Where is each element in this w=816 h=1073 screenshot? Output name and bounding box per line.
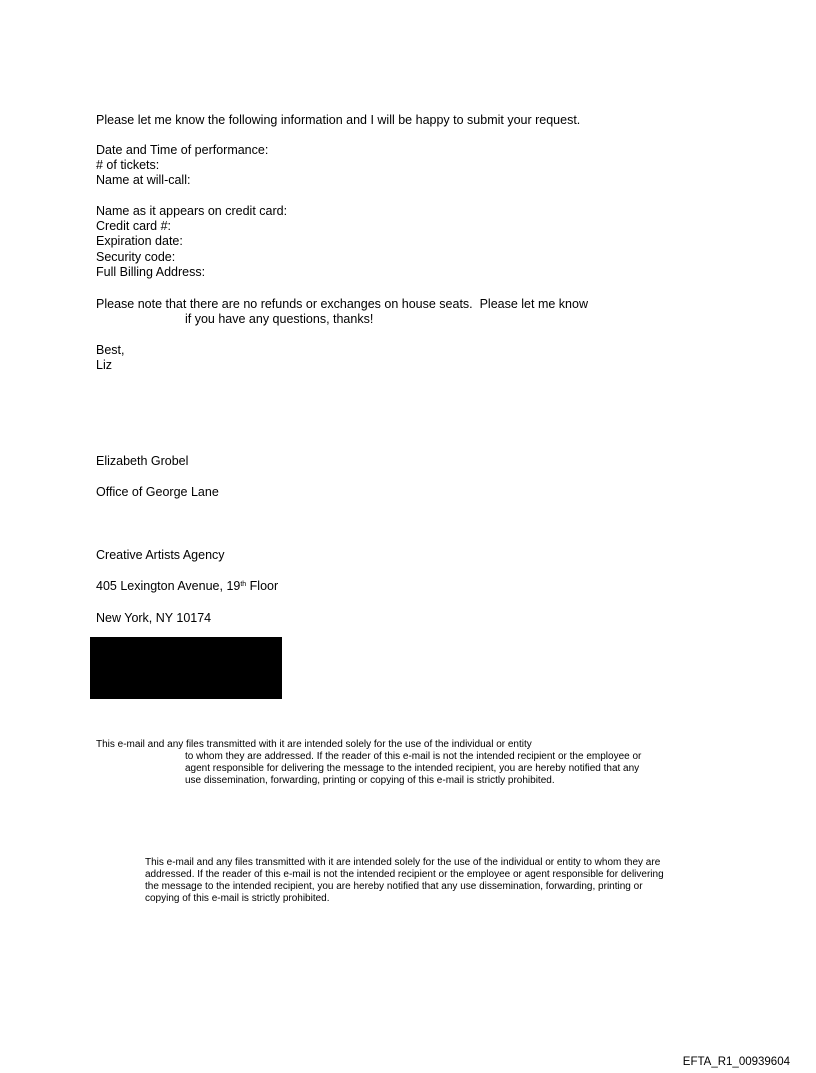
signature-name: Elizabeth Grobel xyxy=(96,454,189,468)
document-id: EFTA_R1_00939604 xyxy=(682,1056,790,1068)
disclaimer-2: This e-mail and any files transmitted with it are intended solely for the use of the individual or entity to whom they are addressed. If the reader of this e-mail is not the intended recipient or the employee or agent responsible for delivering the message to the intended recipient, you are hereby notified that any use dissemination, forwarding, printing or copying of this e-mail is strictly prohibited. xyxy=(145,857,664,905)
address-floor: Floor xyxy=(246,579,279,593)
field-label: Security code: xyxy=(96,249,176,264)
signature-office: Office of George Lane xyxy=(96,485,219,499)
field-label: Date and Time of performance: xyxy=(96,143,269,157)
signature-address xyxy=(96,579,278,594)
disclaimer-1-first-line: This e-mail and any files transmitted with it are intended solely for the use of the individual or entity xyxy=(96,739,532,750)
intro-text: Please let me know the following information and I will be happy to submit your request. xyxy=(96,113,581,127)
address-text: 405 Lexington Avenue, 19 xyxy=(96,579,241,593)
payment-fields xyxy=(96,204,287,280)
field-label: # of tickets: xyxy=(96,158,160,173)
performance-fields xyxy=(96,143,268,189)
field-label: Expiration date: xyxy=(96,234,183,249)
field-label: Credit card #: xyxy=(96,219,172,234)
disclaimer-1 xyxy=(96,739,656,787)
disclaimer-1-rest: to whom they are addressed. If the reader of this e-mail is not the intended recipient or the employee or agent responsible for delivering the message to the intended recipient, you are hereby notified that any use dissemination, forwarding, printing or copying of this e-mail is strictly prohibited. xyxy=(185,751,642,787)
field-label: Name at will-call: xyxy=(96,173,191,188)
closing-salutation: Best, xyxy=(96,343,125,357)
signature-city: New York, NY 10174 xyxy=(96,611,212,625)
closing xyxy=(96,343,125,373)
note-line-1: Please note that there are no refunds or exchanges on house seats. Please let me know xyxy=(96,297,588,311)
refund-note xyxy=(96,297,588,327)
redaction-block xyxy=(90,637,282,699)
field-label: Name as it appears on credit card: xyxy=(96,204,288,218)
field-label: Full Billing Address: xyxy=(96,264,206,279)
note-line-2: if you have any questions, thanks! xyxy=(185,312,374,326)
sender-short-name: Liz xyxy=(96,358,112,373)
address-ordinal: th xyxy=(240,581,247,588)
signature-company: Creative Artists Agency xyxy=(96,548,225,562)
